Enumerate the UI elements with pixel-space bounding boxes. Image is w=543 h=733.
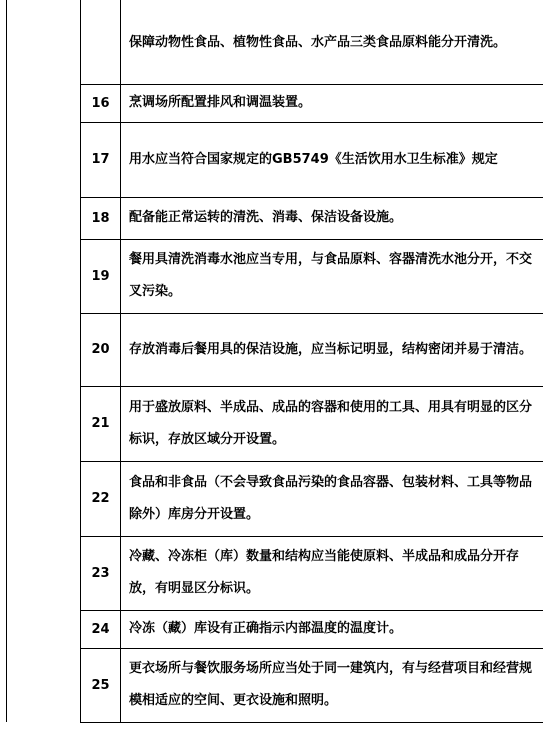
row-requirement: 存放消毒后餐用具的保洁设施，应当标记明显，结构密闭并易于清洁。: [121, 313, 543, 386]
row-requirement: 食品和非食品（不会导致食品污染的食品容器、包装材料、工具等物品除外）库房分开设置。: [121, 461, 543, 536]
row-number: 16: [81, 84, 121, 122]
row-number: 22: [81, 461, 121, 536]
row-number: 18: [81, 197, 121, 239]
row-number: 24: [81, 610, 121, 648]
row-requirement: 用水应当符合国家规定的GB5749《生活饮用水卫生标准》规定: [121, 122, 543, 197]
category-cell: [7, 0, 81, 722]
row-requirement: 配备能正常运转的清洗、消毒、保洁设备设施。: [121, 197, 543, 239]
table-row: [7, 197, 543, 239]
row-requirement: 烹调场所配置排风和调温装置。: [121, 84, 543, 122]
row-number: [81, 0, 121, 84]
row-number: 23: [81, 536, 121, 610]
table-row: [7, 648, 543, 722]
table-row: [7, 313, 543, 386]
table-row: [7, 536, 543, 610]
table-row: [7, 239, 543, 313]
table-row: [7, 610, 543, 648]
row-number: 21: [81, 386, 121, 461]
row-requirement: 用于盛放原料、半成品、成品的容器和使用的工具、用具有明显的区分标识，存放区域分开设置。: [121, 386, 543, 461]
row-requirement: 保障动物性食品、植物性食品、水产品三类食品原料能分开清洗。: [121, 0, 543, 84]
row-requirement: 冷冻（藏）库设有正确指示内部温度的温度计。: [121, 610, 543, 648]
row-requirement: 冷藏、冷冻柜（库）数量和结构应当能使原料、半成品和成品分开存放，有明显区分标识。: [121, 536, 543, 610]
row-requirement: 餐用具清洗消毒水池应当专用，与食品原料、容器清洗水池分开，不交叉污染。: [121, 239, 543, 313]
row-number: 20: [81, 313, 121, 386]
table-row: [7, 0, 543, 84]
inspection-checklist-table: [6, 0, 543, 723]
table-row: [7, 84, 543, 122]
table-row: [7, 122, 543, 197]
row-number: 17: [81, 122, 121, 197]
row-number: 25: [81, 648, 121, 722]
row-number: 19: [81, 239, 121, 313]
row-requirement: 更衣场所与餐饮服务场所应当处于同一建筑内，有与经营项目和经营规模相适应的空间、更衣设施和照明。: [121, 648, 543, 722]
table-row: [7, 461, 543, 536]
table-row: [7, 386, 543, 461]
